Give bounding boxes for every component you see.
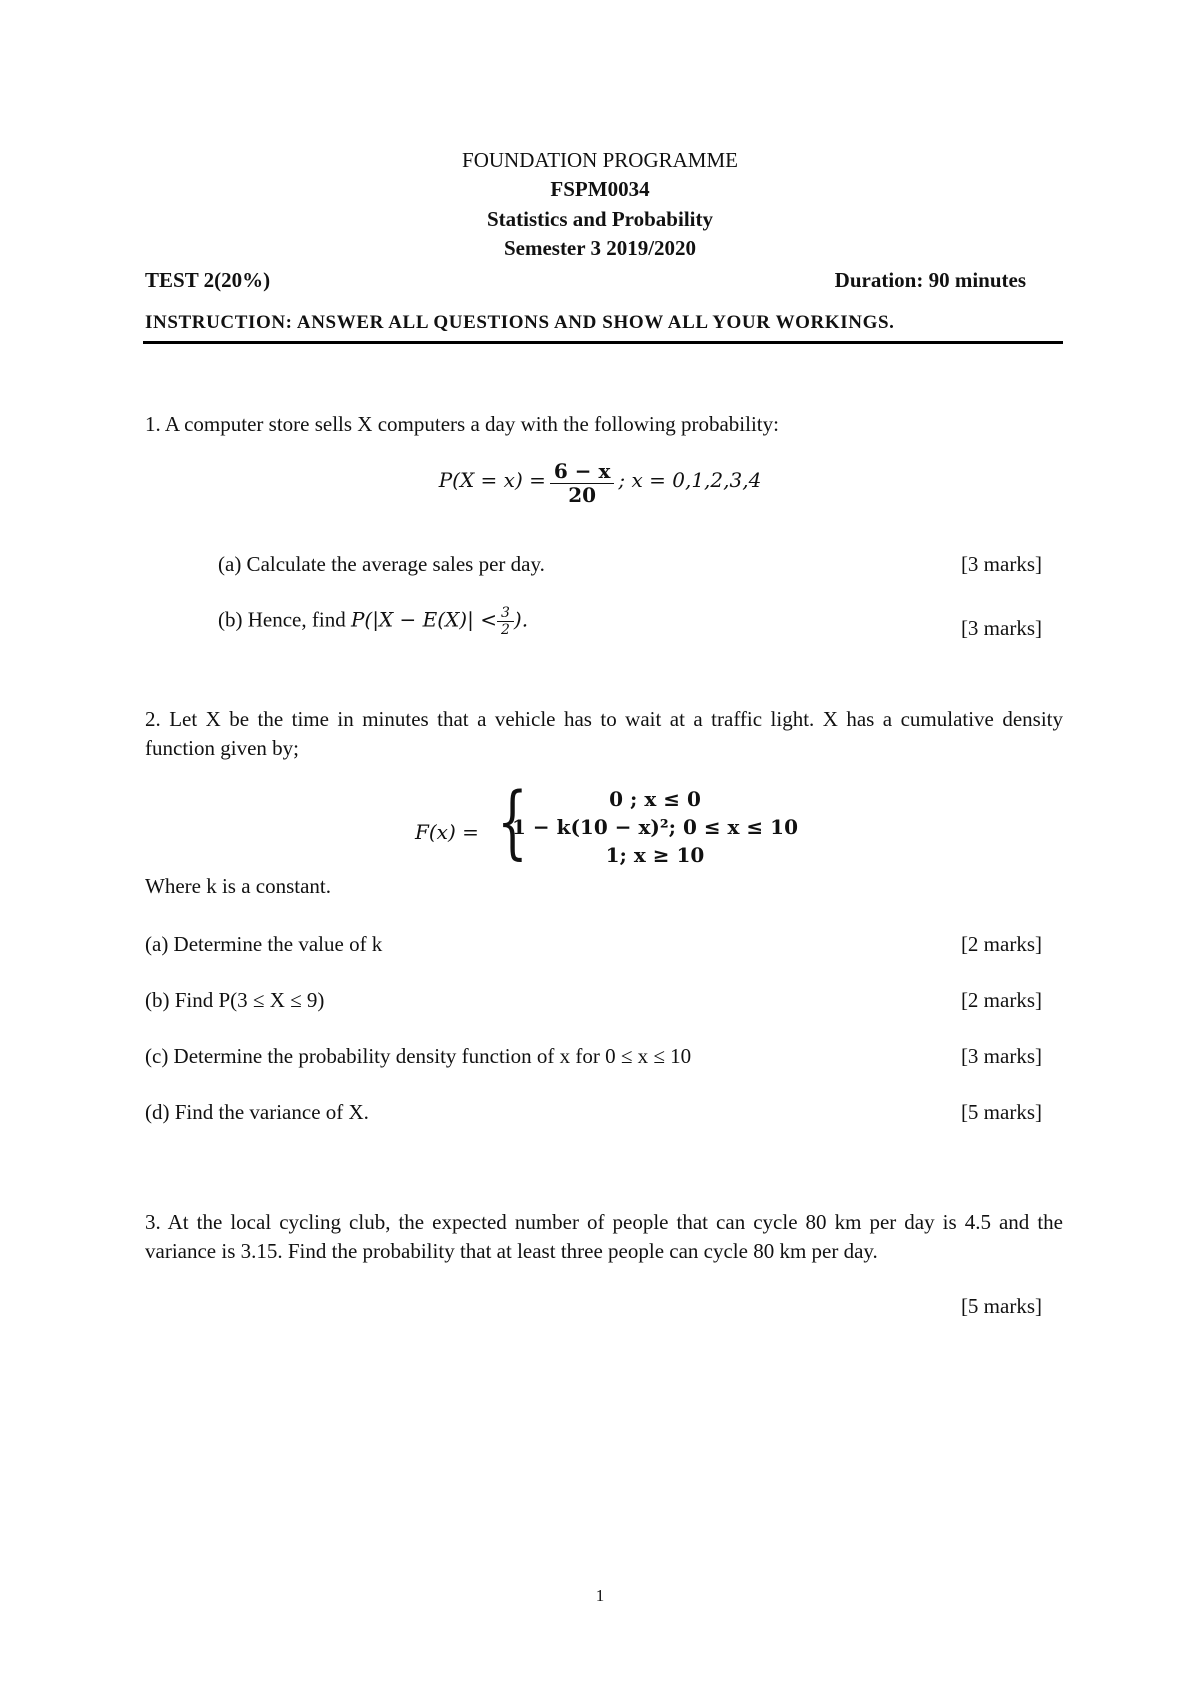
q1b-marks: [3 marks] bbox=[960, 616, 1042, 640]
test-label: TEST 2(20%) bbox=[145, 268, 271, 292]
semester: Semester 3 2019/2020 bbox=[503, 236, 697, 260]
q1b-expr-left: P(|X − E(X)| < bbox=[350, 607, 497, 632]
q2d-marks: [5 marks] bbox=[960, 1100, 1042, 1124]
q3-marks: [5 marks] bbox=[960, 1294, 1042, 1318]
q2a-marks: [2 marks] bbox=[960, 932, 1042, 956]
q1b-frac-num: 3 bbox=[497, 605, 514, 622]
duration: Duration: 90 minutes bbox=[834, 268, 1026, 292]
q3-stem: 3. At the local cycling club, the expected number of people that can cycle 80 km per day is 4.5 and the variance is 3.15. Find the probability that at least three people can cycle 80 km per day. bbox=[145, 1210, 1063, 1263]
q2-case1: 0 ; x ≤ 0 bbox=[609, 787, 701, 811]
header-divider bbox=[143, 341, 1063, 344]
q2b-marks: [2 marks] bbox=[960, 988, 1042, 1012]
q1-eq-numerator: 6 − x bbox=[550, 460, 615, 484]
q2-cdf-left bbox=[415, 820, 479, 844]
q2-cdf-cases bbox=[510, 785, 800, 869]
course-code: FSPM0034 bbox=[550, 177, 650, 201]
q1-eq-right: ; x = 0,1,2,3,4 bbox=[618, 468, 762, 493]
q2-case2: 1 − k(10 − x)²; 0 ≤ x ≤ 10 bbox=[512, 815, 798, 839]
q1b-frac-den: 2 bbox=[500, 622, 510, 639]
curly-brace: { bbox=[497, 775, 528, 868]
q1b-text: (b) Hence, find bbox=[218, 607, 346, 632]
q1a-text: (a) Calculate the average sales per day. bbox=[218, 552, 545, 576]
course-name: Statistics and Probability bbox=[487, 207, 713, 231]
q1a-marks: [3 marks] bbox=[960, 552, 1042, 576]
q1b bbox=[218, 605, 528, 638]
programme-title: FOUNDATION PROGRAMME bbox=[462, 148, 738, 172]
q1-eq-left: P(X = x) = bbox=[438, 468, 546, 493]
q1-stem: 1. A computer store sells X computers a day with the following probability: bbox=[145, 412, 779, 436]
q1b-expr-right: ). bbox=[513, 607, 529, 632]
q1-pmf-equation bbox=[0, 460, 1200, 507]
q2-case3: 1; x ≥ 10 bbox=[605, 843, 705, 867]
q2-eq-left: F(x) = bbox=[415, 820, 479, 844]
q2b-text: (b) Find P(3 ≤ X ≤ 9) bbox=[145, 988, 325, 1012]
page-number: 1 bbox=[595, 1586, 605, 1605]
q2c-marks: [3 marks] bbox=[960, 1044, 1042, 1068]
q2c-text: (c) Determine the probability density function of x for 0 ≤ x ≤ 10 bbox=[145, 1044, 692, 1068]
q2-stem: 2. Let X be the time in minutes that a vehicle has to wait at a traffic light. X has a cumulative density function given by; bbox=[145, 707, 1063, 760]
instruction: INSTRUCTION: ANSWER ALL QUESTIONS AND SHOW ALL YOUR WORKINGS. bbox=[145, 312, 895, 333]
q2-where: Where k is a constant. bbox=[145, 874, 332, 898]
q2a-text: (a) Determine the value of k bbox=[145, 932, 383, 956]
q1-eq-denominator: 20 bbox=[568, 483, 597, 507]
q2d-text: (d) Find the variance of X. bbox=[145, 1100, 369, 1124]
